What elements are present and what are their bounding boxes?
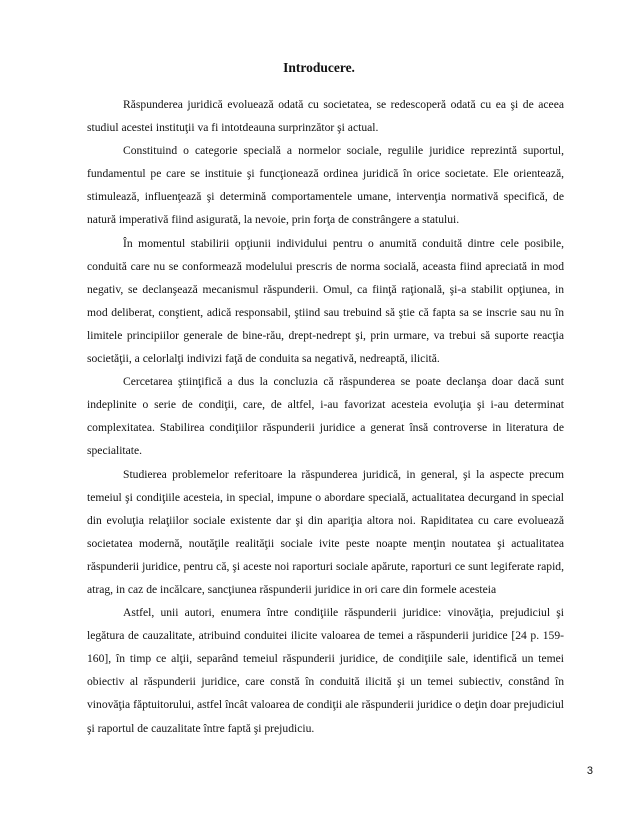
paragraph-3: În momentul stabilirii opţiunii individului pentru o anumită conduită dintre cele posibile, conduită care nu se conformează modelului prescris de norma socială, aceasta fiind apreciată in mod negativ, se declanşează mecanismul răspunderii. Omul, ca fiinţă raţională, şi-a stabilit opţiunea, in mod deliberat, conştient, adică responsabil, ştiind sau trebuind să ştie că fapta sa se inscrie sau nu în limitele principiilor generale de bine-rău, drept-nedrept şi, prin urmare, va trebui să suporte reacţia societăţii, a celorlalţi indivizi faţă de conduita sa negativă, nedreaptă, ilicită. (87, 236, 564, 366)
paragraph-1: Răspunderea juridică evoluează odată cu societatea, se redescoperă odată cu ea şi de aceea studiul acestei instituţii va fi intotdeauna surprinzător şi actual. (87, 98, 564, 135)
document-body (87, 93, 564, 740)
paragraph-5: Studierea problemelor referitoare la răspunderea juridică, in general, şi la aspecte precum temeiul şi condiţiile acesteia, in special, impune o abordare specială, actualitatea decurgand in special din evoluţia relaţiilor sociale existente dar şi din apariţia altora noi. Rapiditatea cu care evoluează societatea modernă, noutăţile realităţii sociale ivite peste noapte menţin noutatea şi actualitatea răspunderii juridice, pentru că, şi aceste noi raporturi sociale apărute, raporturi ce sunt legiferate rapid, atrag, in caz de incălcare, sancţiunea răspunderii juridice in ori care din formele acesteia (87, 467, 564, 596)
page-number: 3 (586, 765, 593, 777)
page-title: Introducere. (283, 60, 355, 75)
paragraph-4: Cercetarea ştiinţifică a dus la concluzia că răspunderea se poate declanşa doar dacă sunt indeplinite o serie de condiţii, care, de altfel, i-au favorizat acesteia evoluţia şi i-au determinat complexitatea. Stabilirea condiţiilor răspunderii juridice a generat însă controverse in literatura de specialitate. (87, 375, 564, 458)
paragraph-2: Constituind o categorie specială a normelor sociale, regulile juridice reprezintă suportul, fundamentul pe care se instituie şi funcţionează ordinea juridică în orice societate. Ele orientează, stimulează, influenţează şi determină comportamentele umane, intervenţia normativă specifică, de natură imperativă fiind asigurată, la nevoie, prin forţa de constrângere a statului. (87, 144, 564, 227)
paragraph-6: Astfel, unii autori, enumera între condiţiile răspunderii juridice: vinovăţia, prejudiciul şi legătura de cauzalitate, atribuind conduitei ilicite valoarea de temei a răspunderii juridice [24 p. 159-160], în timp ce alţii, separând temeiul răspunderii juridice, de condiţiile sale, identifică un temei obiectiv al răspunderii juridice, care constă în conduită ilicită şi un temei subiectiv, constând în vinovăţia făptuitorului, astfel încât valoarea de condiţii ale răspunderii juridice o deţin doar prejudiciul şi raportul de cauzalitate între faptă şi prejudiciu. (87, 606, 564, 735)
